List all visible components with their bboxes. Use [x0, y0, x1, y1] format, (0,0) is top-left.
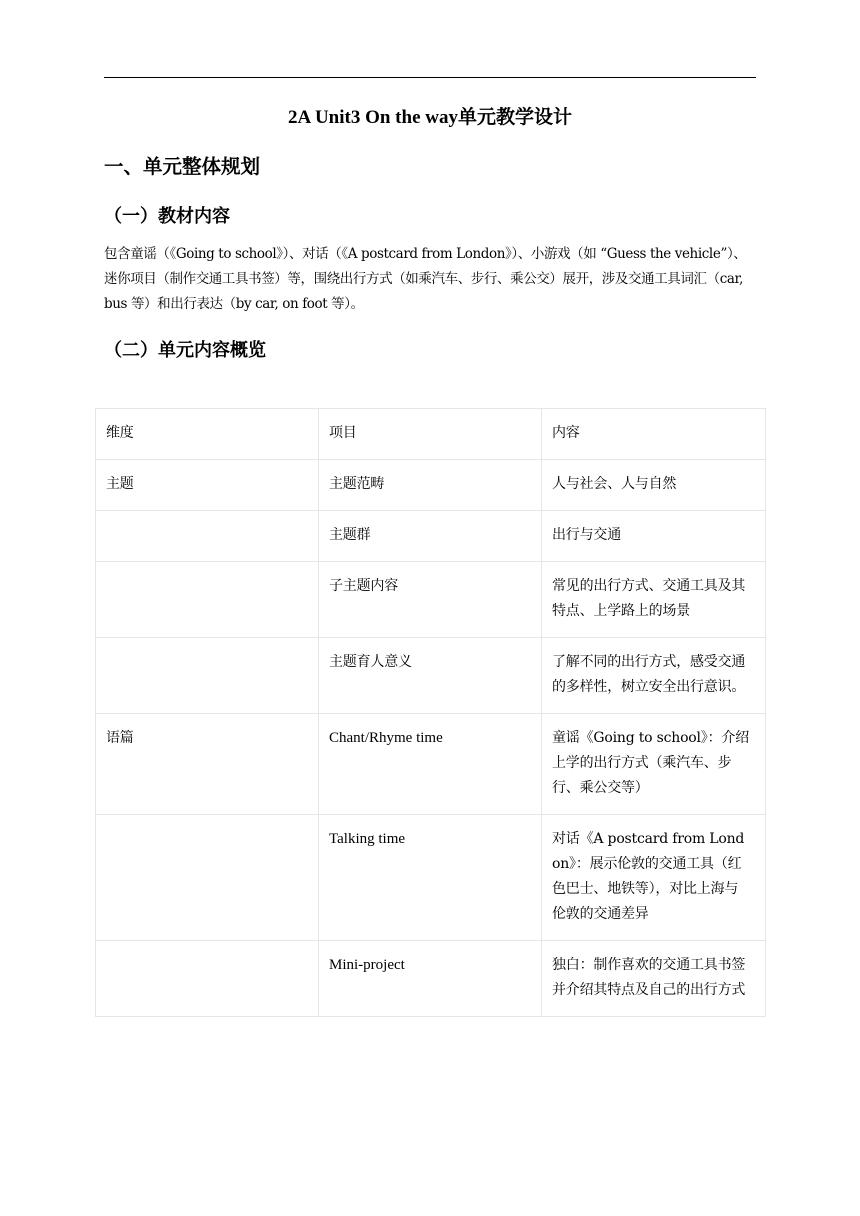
unit-overview-table: [95, 408, 766, 1017]
table-header-cell: 项目: [319, 409, 542, 460]
table-row: [96, 460, 766, 511]
table-cell-content: 了解不同的出行方式，感受交通的多样性，树立安全出行意识。: [542, 638, 766, 714]
table-row: [96, 511, 766, 562]
document-title: 2A Unit3 On the way单元教学设计: [288, 107, 572, 128]
table-cell-item: Talking time: [319, 815, 542, 941]
table-cell-item: 主题范畴: [319, 460, 542, 511]
table-cell-content: 人与社会、人与自然: [542, 460, 766, 511]
table-cell-dimension: [96, 511, 319, 562]
table-row: [96, 562, 766, 638]
table-cell-dimension: [96, 941, 319, 1017]
table-cell-item: Chant/Rhyme time: [319, 714, 542, 815]
table-cell-item: 主题育人意义: [319, 638, 542, 714]
table-header-cell: 内容: [542, 409, 766, 460]
table-cell-content: 常见的出行方式、交通工具及其特点、上学路上的场景: [542, 562, 766, 638]
table-header-row: [96, 409, 766, 460]
table-cell-item: 子主题内容: [319, 562, 542, 638]
table-cell-content: 对话《A postcard from London》：展示伦敦的交通工具（红色巴士、地铁等），对比上海与伦敦的交通差异: [542, 815, 766, 941]
table-row: [96, 714, 766, 815]
table-cell-dimension: 语篇: [96, 714, 319, 815]
table-cell-item: Mini-project: [319, 941, 542, 1017]
table-cell-content: 童谣《Going to school》：介绍上学的出行方式（乘汽车、步行、乘公交等）: [542, 714, 766, 815]
table-cell-dimension: [96, 638, 319, 714]
table-cell-content: 出行与交通: [542, 511, 766, 562]
subsection-heading-overview: （二）单元内容概览: [104, 340, 266, 361]
table-row: [96, 815, 766, 941]
table-cell-dimension: [96, 562, 319, 638]
table-cell-item: 主题群: [319, 511, 542, 562]
table-header-cell: 维度: [96, 409, 319, 460]
subsection-heading-materials: （一）教材内容: [104, 206, 230, 227]
table-cell-dimension: 主题: [96, 460, 319, 511]
table-row: [96, 638, 766, 714]
table-row: [96, 941, 766, 1017]
header-rule: [104, 77, 756, 78]
section-heading-unit-plan: 一、单元整体规划: [104, 155, 261, 178]
table-cell-content: 独白：制作喜欢的交通工具书签并介绍其特点及自己的出行方式: [542, 941, 766, 1017]
table-cell-dimension: [96, 815, 319, 941]
materials-paragraph: 包含童谣（《Going to school》）、对话（《A postcard from London》）、小游戏（如 “Guess the vehicle”）、迷你项目（制作交通工具书签）等，围绕出行方式（如乘汽车、步行、乘公交）展开，涉及交通工具词汇（car, bus 等）和出行表达（by car, on foot 等）。: [104, 246, 747, 312]
